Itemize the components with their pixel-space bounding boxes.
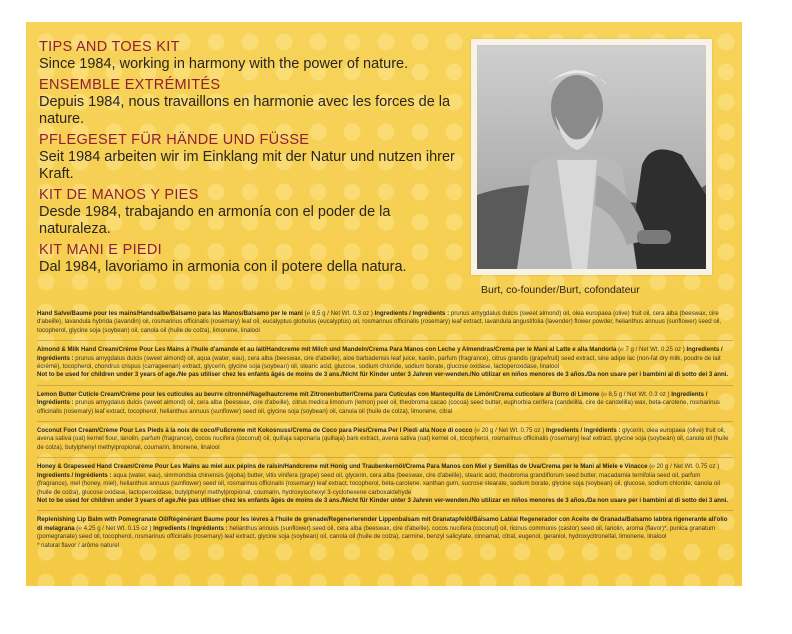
product-weight: (℮ 20 g / Net Wt. 0.75 oz ) [649, 463, 720, 471]
ingredients-text: glycerin, olea europaea (olive) fruit oil, avena sativa (oat) kernel flour, lanolin, parfum (fragrance), cocos nucifera (coconut) oil, quillaja saponaria (quillaja) bark extract, avena sativa (oat) kernel oil, tocopherol, rosmarinus officinalis (rosemary) leaf extract, glycine soja (soybean) oil, canola oil (huile de colza), butylphenyl methylpropional, coumarin, limonene, linalool [37, 427, 729, 451]
product-weight: (℮ 7 g / Net Wt. 0.25 oz ) [618, 346, 685, 354]
heading-fr-title: ENSEMBLE EXTRÉMITÉS [39, 76, 221, 93]
ingredients-list [37, 310, 733, 555]
heading-es-tagline: Desde 1984, trabajando en armonía con el poder de la naturaleza. [39, 203, 391, 237]
product-name: Replenishing Lip Balm with Pomegranate Oil/Régénérant Baume pour les lèvres à l'huile de grenade/Regenerierender Lippenbalsam mit Granatapfelöl/Bálsamo Labial Regenerador con Aceite de Granada/Balsamo labbra rigenerante all'olio di melagrana [37, 516, 728, 532]
heading-en-title: TIPS AND TOES KIT [39, 39, 180, 55]
ingredients-text: prunus amygdalus dulcis (sweet almond) oil, cera alba (beeswax, cire d'abeille), citrus medica limonum (lemon) peel oil, theobroma cacao (cocoa) seed butter, euphorbia cerifera (candelilla, cire de candelilla) wax, beta-carotene, rosmarinus officinalis (rosemary) leaf extract, tocopherol, helianthus annuus (sunflower) seed oil, glycine soja (soybean) oil, canola oil (huile de colza), limonene, citral [37, 399, 720, 415]
product-hand-salve [37, 310, 733, 335]
product-honey-grapeseed-cream [37, 463, 733, 505]
product-replenishing-lip-balm [37, 516, 733, 550]
headings-block [39, 38, 459, 278]
product-weight: (℮ 20 g / Net Wt. 0.75 oz ) [474, 427, 545, 435]
founder-photo [477, 45, 706, 269]
ingredients-label: Ingredients / Ingrédients : [374, 310, 450, 317]
heading-it-title: KIT MANI E PIEDI [39, 241, 162, 258]
ingredients-text: aqua (water, eau), simmondsia chinensis (jojoba) butter, vitis vinifera (grape) seed oil, glycerin, cera alba (beeswax, cire d'abeille), stearic acid, theobroma grandiflorum seed butter, macadamia ternifolia seed oil, parfum (fragrance), mel (honey, miel), helianthus annuus (sunflower) seed oil, rosmarinus officinalis (rosemary) leaf extract, tocopherol, beta-carotene, xanthan gum, sucrose stearate, sodium borate, glycine soja (soybean) oil, glucose, sodium chloride, canola oil (huile de colza), glucose oxidase, lactoperoxidase, butylphenyl methylpropional, coumarin, hydroxyisohexyl 3-cyclohexene carboxaldehyde [37, 471, 720, 496]
ingredients-label: Ingredients / Ingrédients : [37, 471, 112, 479]
product-lemon-butter-cuticle-cream [37, 391, 733, 416]
divider [37, 385, 733, 386]
product-weight: (℮ 8,5 g / Net Wt. 0,3 oz ) [304, 310, 373, 317]
ingredients-label: Ingredients / Ingrédients : [37, 346, 723, 362]
heading-en-tagline: Since 1984, working in harmony with the power of nature. [39, 56, 409, 72]
product-name: Honey & Grapeseed Hand Cream/Crème Pour Les Mains au miel aux pépins de raisin/Handcreme mit Honig und Traubenkernöl/Crema Para Manos con Miel y Semillas de Uva/Crema per le Mani al Miele e Vinacce [37, 463, 648, 471]
divider [37, 457, 733, 458]
ingredients-text: helianthus annuus (sunflower) seed oil, cera alba (beeswax, cire d'abeille), cocos nucifera (coconut) oil, ricinus communis (castor) seed oil, lanolin, aroma (flavor)*, punica granatum (pomegranate) seed oil, tocopherol, rosmarinus officinalis (rosemary) leaf extract, glycine soja (soybean) oil, canola oil (huile de colza), carmine, benzyl salicylate, cinnamal, citral, eugenol, geraniol, hydroxycitronellal, limonene, linalool [37, 524, 716, 541]
heading-it-tagline: Dal 1984, lavoriamo in armonia con il potere della natura. [39, 258, 407, 275]
flavor-note: * natural flavor / arôme naturel [37, 541, 119, 549]
product-almond-milk-cream [37, 346, 733, 380]
divider [37, 340, 733, 341]
product-name: Hand Salve/Baume pour les mains/Handsalbe/Bálsamo para las Manos/Balsamo per le mani [37, 310, 303, 317]
divider [37, 510, 733, 511]
ingredients-label: Ingredients / Ingrédients : [153, 524, 228, 532]
product-weight: (℮ 4,25 g / Net Wt. 0.15 oz ) [76, 524, 152, 532]
product-weight: (℮ 8,5 g / Net Wt. 0.3 oz ) [601, 390, 670, 398]
heading-es-title: KIT DE MANOS Y PIES [39, 186, 199, 203]
photo-caption: Burt, co-founder/Burt, cofondateur [481, 284, 640, 296]
ingredients-label: Ingredients / Ingrédients : [37, 390, 708, 407]
product-coconut-foot-cream [37, 427, 733, 452]
heading-de-tagline: Seit 1984 arbeiten wir im Einklang mit der Natur und nutzen ihrer Kraft. [39, 148, 455, 182]
product-name: Lemon Butter Cuticle Cream/Crème pour les cuticules au beurre citronné/Nagelhautcreme mit Zitronenbutter/Crema para Cutículas con Mantequilla de Limón/Crema cuticolare al Burro di Limone [37, 390, 600, 398]
ingredients-text: prunus amygdalus dulcis (sweet almond) oil, olea europaea (olive) fruit oil, cera alba (beeswax, cire d'abeille), lavandula hybrida (lavandin) oil, rosmarinus officinalis (rosemary) leaf oil, eucalyptus globulus (eucalyptus) oil, rosmarinus officinalis (rosemary) leaf extract, lavandula angustifolia (lavender) flower powder, helianthus annuus (sunflower) seed oil, tocopherol, glycine soja (soybean) oil, canola oil (huile de colza), limonene, linalool [37, 310, 722, 334]
heading-de-title: PFLEGESET FÜR HÄNDE UND FÜSSE [39, 131, 310, 148]
divider [37, 421, 733, 422]
product-name: Almond & Milk Hand Cream/Crème Pour Les Mains à l'huile d'amande et au lait/Handcreme mit Milch und Mandeln/Crema Para Manos con Leche y Almendras/Crema per le Mani al Latte e alla Mandorla [37, 346, 617, 354]
package-panel [26, 22, 742, 586]
age-warning: Not to be used for children under 3 years of age./Ne pas utiliser chez les enfants âgés de moins de 3 ans./Nicht für Kinder unter 3 Jahren ver-wenden./No utilizar en niños menores de 3 años./Da non usare per i bambini al di sotto dei 3 anni. [37, 496, 729, 504]
product-name: Coconut Foot Cream/Crème Pour Les Pieds à la noix de coco/Fußcreme mit Kokosnuss/Crema de Coco para Pies/Crema Per I Piedi alla Noce di cocco [37, 427, 473, 435]
founder-photo-frame [471, 39, 712, 275]
age-warning: Not to be used for children under 3 years of age./Ne pas utiliser chez les enfants âgés de moins de 3 ans./Nicht für Kinder unter 3 Jahren ver-wenden./No utilizar en niños menores de 3 años./Da non usare per i bambini al di sotto dei 3 anni. [37, 371, 729, 379]
heading-fr-tagline: Depuis 1984, nous travaillons en harmonie avec les forces de la nature. [39, 93, 451, 127]
ingredients-label: Ingredients / Ingrédients : [545, 427, 621, 435]
ingredients-text: prunus amygdalus dulcis (sweet almond) oil, aqua (water, eau), cera alba (beeswax, cire d'abeille), aloe barbadensis leaf juice, kaolin, parfum (fragrance), citrus grandis (grapefruit) seed extract, sine adipe lac (non-fat dry milk, poudre de lait écrémé), tocopherol, chondrus crispus (carrageenan) extract, glycerin, glycine soja (soybean) oil, stearic acid, glucose, sodium chloride, sodium borate, glucose oxidase, lactoperoxidase, linalool [37, 354, 721, 371]
